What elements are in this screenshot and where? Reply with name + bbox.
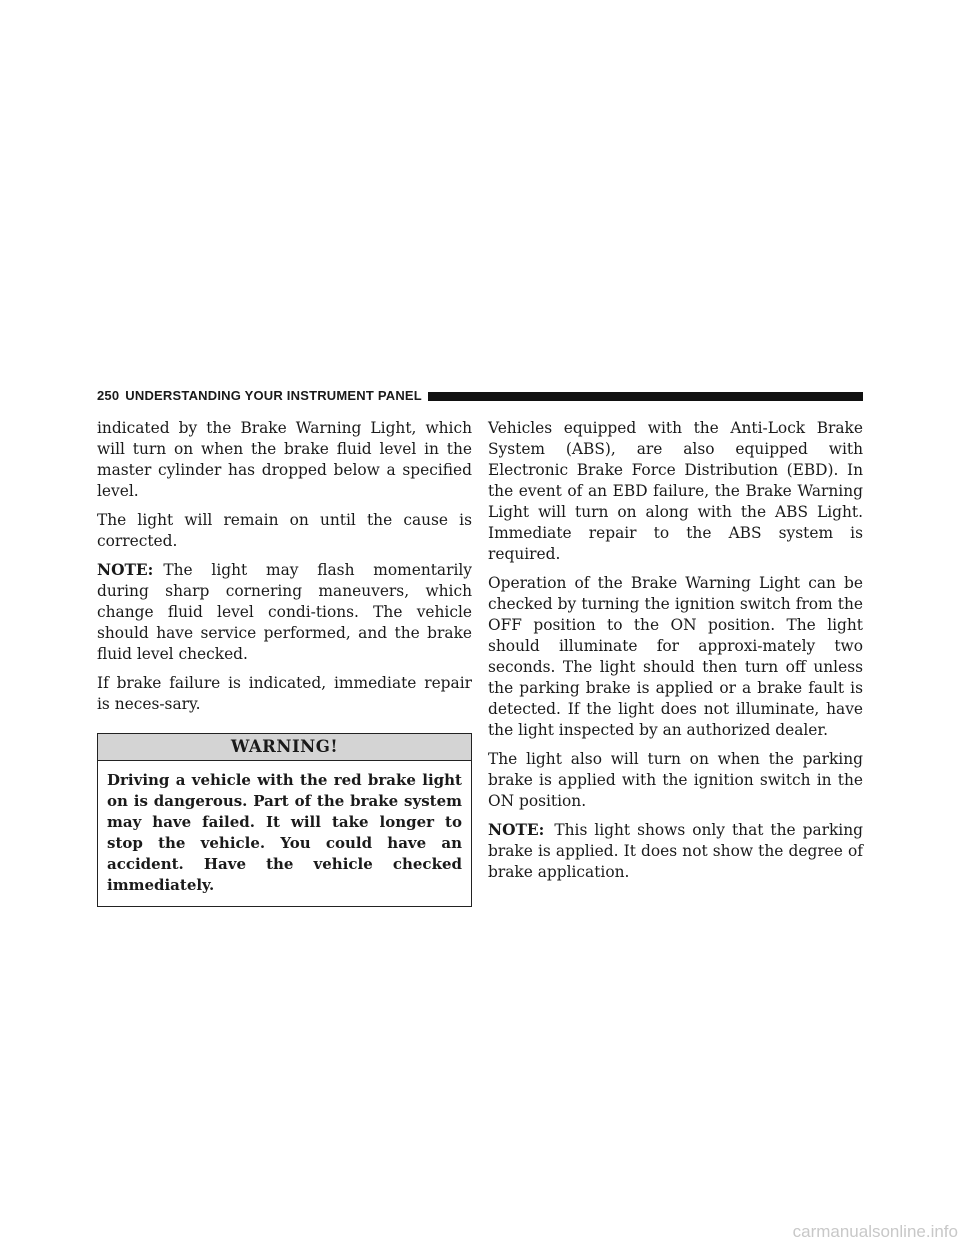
paragraph-brake-failure: If brake failure is indicated, immediate repair is neces-sary. xyxy=(97,674,472,713)
right-column xyxy=(488,418,863,891)
note-label: NOTE: xyxy=(488,821,545,839)
note-label: NOTE: xyxy=(97,561,154,579)
warning-box xyxy=(97,733,472,907)
note-cornering xyxy=(97,560,472,665)
warning-title: WARNING! xyxy=(98,734,471,761)
paragraph-brake-fluid: indicated by the Brake Warning Light, which will turn on when the brake fluid level in the master cylinder has dropped below a specified level. xyxy=(97,419,472,500)
warning-body: Driving a vehicle with the red brake light on is dangerous. Part of the brake system may have failed. It will take longer to stop the vehicle. You could have an accident. Have the vehicle checked immediately. xyxy=(107,771,462,894)
note-text: This light shows only that the parking brake is applied. It does not show the degree of brake application. xyxy=(488,821,863,881)
paragraph-abs-ebd: Vehicles equipped with the Anti-Lock Brake System (ABS), are also equipped with Electronic Brake Force Distribution (EBD). In the event of an EBD failure, the Brake Warning Light will turn on along with the ABS Light. Immediate repair to the ABS system is required. xyxy=(488,419,863,563)
page-number: 250 xyxy=(97,388,120,403)
header-rule xyxy=(428,392,863,401)
note-parking-brake xyxy=(488,820,863,883)
watermark: carmanualsonline.info xyxy=(792,1222,958,1241)
paragraph-light-check: Operation of the Brake Warning Light can be checked by turning the ignition switch from the OFF position to the ON position. The light should illuminate for approxi-mately two seconds. The light should then turn off unless the parking brake is applied or a brake fault is detected. If the light does not illuminate, have the light inspected by an authorized dealer. xyxy=(488,574,863,739)
page-header xyxy=(97,389,863,403)
paragraph-parking-brake: The light also will turn on when the parking brake is applied with the ignition switch in the ON position. xyxy=(488,750,863,810)
paragraph-light-remains: The light will remain on until the cause is corrected. xyxy=(97,511,472,550)
section-title: UNDERSTANDING YOUR INSTRUMENT PANEL xyxy=(125,388,422,403)
note-text: The light may flash momentarily during sharp cornering maneuvers, which change fluid level condi-tions. The vehicle should have service performed, and the brake fluid level checked. xyxy=(97,561,472,663)
left-column xyxy=(97,418,472,907)
